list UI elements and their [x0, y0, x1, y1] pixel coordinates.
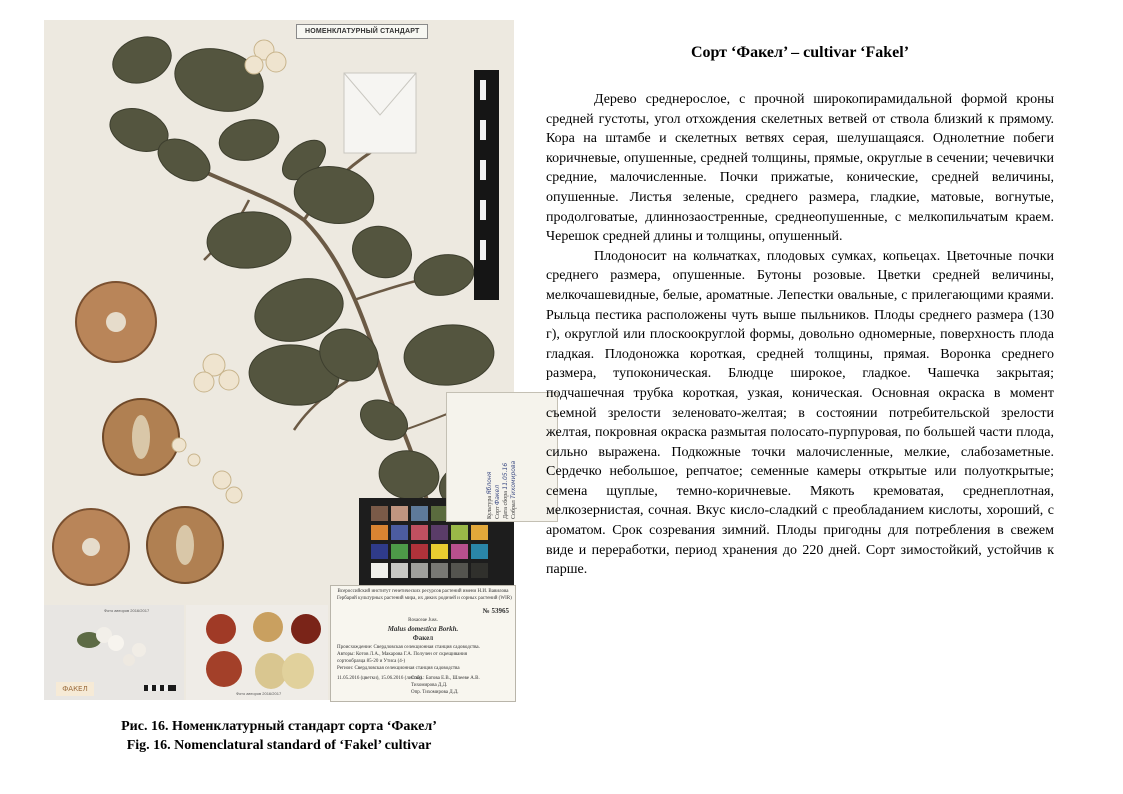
field-label-line: Сорт: [495, 506, 501, 519]
label-species: Malus domestica Borkh.: [387, 625, 459, 633]
label-family: Rosaceae Juss.: [408, 618, 438, 623]
figure-caption-ru: Рис. 16. Номенклатурный стандарт сорта ‘Факел’: [121, 719, 437, 734]
ruler: [474, 70, 499, 300]
label-editor: Опр. Тихомирова Д.Д.: [411, 690, 459, 695]
article-body: [546, 90, 1054, 580]
photo-caption: Фото авторов 2016/2017: [236, 691, 282, 696]
label-origin: Происхождение: Свердловская селекционная станция садоводства.: [337, 645, 480, 650]
fruits-photo: [186, 605, 328, 700]
article-title: Сорт ‘Факел’ – cultivar ‘Fakel’: [690, 44, 910, 61]
label-institute: Всероссийский институт генетических ресурсов растений имени Н.И. Вавилова: [337, 589, 509, 594]
envelope: [344, 73, 416, 153]
figure-caption: [44, 717, 514, 755]
herbarium-specimen-figure: [44, 20, 517, 700]
herbarium-label-card: [330, 585, 516, 702]
field-label-line: Культура: [487, 496, 493, 519]
field-label-line: Дата сбора: [503, 491, 509, 519]
handwritten-tag: ФАКЕЛ: [56, 682, 94, 696]
label-date: 11.05.2016 (цветки), 15.06.2016 (листья): [337, 676, 423, 681]
label-authors: Авторы: Котов Л.А., Макарова Г.А. Получен от скрещивания: [337, 652, 468, 657]
label-region: Регион: Свердловская селекционная станция садоводства: [337, 666, 460, 671]
paragraph: Плодоносит на кольчатках, плодовых сумках, копьецах. Цветочные почки среднего размера, опушенные. Бутоны розовые. Цветки средней величины, мелкочашевидные, белые, ароматные. Лепестки овальные, с прилегающими краями. Рыльца пестика расположены чуть выше пыльников. Плоды среднего размера (130 г), округлой или плоскоокруглой формы, довольно одномерные, поверхность плода гладкая. Плодоножка короткая, средней толщины, прямая. Воронка среднего размера, тупоконическая. Блюдце широкое, гладкое. Чашечка закрытая; подчашечная трубка короткая, узкая, коническая. Основная окраска в момент съемной зрелости зеленовато-желтая; в состоянии потребительской зрелости желтая, покровная окраска размытая полосато-пурпуровая, по большей части плода, сильно выражена. Подкожные точки малочисленные, мелкие, слабозаметные. Сердечко небольшое, репчатое; семенные камеры открытые или полуоткрытые; семена щуплые, темно-коричневые. Мякоть кремоватая, среднеплотная, мелкозернистая, сочная. Вкус кисло-сладкий с преобладанием кислоты, хороший, с ароматом. Срок созревания зимний. Плоды пригодны для потребления в свежем виде и переработки, период хранения до 220 дней. Сорт зимостойкий, устойчив к парше.: [546, 248, 1054, 578]
field-label-handwritten: 11.05.16: [502, 462, 509, 490]
label-collector: Собр.: Батова Е.В., Шлееве А.В.: [411, 676, 480, 681]
label-herbarium: Гербарий культурных растений мира, их диких родичей и сорных растений (WIR): [337, 596, 512, 601]
field-label: [446, 392, 558, 522]
figure-caption-en: Fig. 16. Nomenclatural standard of ‘Fakel’ cultivar: [126, 738, 432, 753]
label-determiner: Тихомирова Д.Д.: [411, 683, 448, 688]
field-label-handwritten: Яблоня: [486, 471, 493, 495]
apple-slices: [53, 282, 223, 585]
label-number: № 53965: [482, 607, 509, 615]
label-cultivar: Факел: [412, 634, 434, 642]
photo-caption: Фото авторов 2016/2017: [104, 608, 150, 613]
field-label-handwritten: Факел: [494, 484, 501, 505]
field-label-line: Собрал: [511, 500, 517, 519]
field-label-handwritten: Тихомирова: [510, 460, 517, 499]
label-seedlings: сортообразца 85-20 и Утиса (4-): [337, 659, 406, 664]
nomenclatural-standard-stamp: НОМЕНКЛАТУРНЫЙ СТАНДАРТ: [296, 24, 428, 39]
paragraph: Дерево среднерослое, с прочной широкопирамидальной формой кроны средней густоты, угол отхождения скелетных ветвей от ствола близкий к прямому. Кора на штамбе и скелетных ветвях серая, шелушащаяся. Однолетние побеги коричневые, опушенные, средней толщины, прямые, округлые в сечении; чечевички средние, малочисленные. Почки прижатые, конические, средней величины, опушенные. Листья зеленые, среднего размера, гладкие, матовые, вогнутые, продолговатые, длиннозаостренные, среднеопушенные, с мелкопильчатым краем. Черешок средней длины и толщины, опушенный.: [546, 92, 1054, 245]
